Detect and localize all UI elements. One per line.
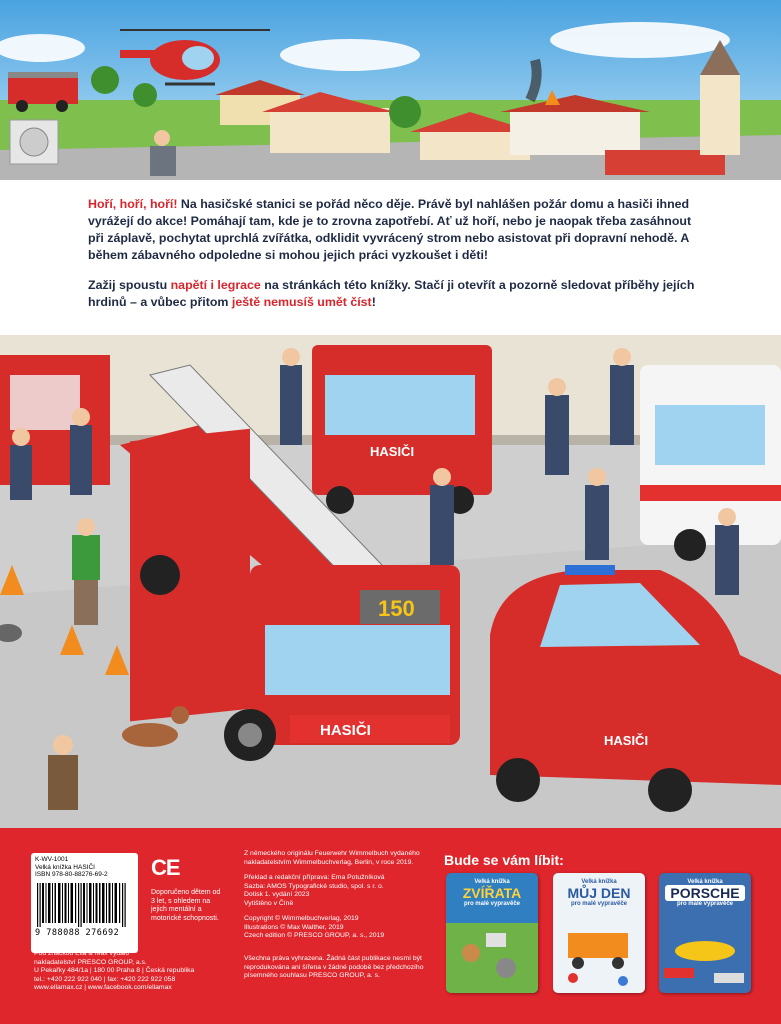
- suggested-book-zvirata[interactable]: [446, 873, 538, 993]
- publisher-phone: tel.: +420 222 922 040 | fax: +420 222 922 058: [34, 975, 176, 983]
- book-series: Velká knížka: [581, 879, 617, 885]
- publisher-address: U Pekařky 484/1a | 180 00 Praha 8 | Česká republika: [34, 967, 195, 974]
- barcode-label: [31, 853, 138, 953]
- paragraph-1-text: Na hasičské stanici se pořád něco děje. Právě byl nahlášen požár domu a hasiči ihned vyrážejí do akce! Pomáhají tam, kde je to zrovna zapotřebí. Ať už hoří, nebo je naopak třeba zasáhnout při záplavě, pochytat uprchlá zvířátka, odklidit vyvrácený strom nebo asistovat při dopravní nehodě. A během zábavného odpoledne si mohou jejich práci vyzkoušet i děti!: [88, 197, 692, 262]
- paragraph-2-text-c: !: [371, 295, 376, 309]
- book-subtitle: pro malé vypravěče: [463, 901, 521, 907]
- book-title: MŮJ DEN: [567, 885, 631, 901]
- book-subtitle: pro malé vypravěče: [570, 901, 628, 907]
- suggested-book-muj-den[interactable]: [553, 873, 645, 993]
- copyright-text: Copyright © Wimmelbuchverlag, 2019: [244, 915, 359, 922]
- description-paragraph-2: [88, 277, 698, 311]
- fire-truck-back: [312, 345, 492, 514]
- product-code: K-WV-1001: [35, 856, 69, 863]
- ean-number: 9 788088 276692: [35, 928, 120, 938]
- paragraph-2-text-b: na stránkách této knížky. Stačí ji otevřít a pozorně sledovat příběhy jejích hrdinů – a vůbec přitom: [88, 278, 695, 309]
- illustrations-copyright: Illustrations © Max Walther, 2019: [244, 923, 344, 931]
- book-description: [88, 196, 698, 324]
- product-title: Velká knížka HASIČI: [35, 863, 95, 871]
- publisher-info: [34, 950, 224, 993]
- truck-number: 150: [378, 596, 415, 621]
- book-cover-art: [553, 873, 645, 993]
- book-cover-art: [659, 873, 751, 993]
- fire-station-illustration: [0, 335, 781, 828]
- ce-mark: CE: [151, 855, 180, 880]
- book-series: Velká knížka: [687, 879, 723, 885]
- credits-origin: Z německého originálu Feuerwehr Wimmelbuch vydaného nakladatelstvím Wimmelbuchverlag, Berlin, v roce 2019.: [244, 850, 420, 866]
- town-scene: [0, 0, 781, 180]
- car-label: HASIČI: [604, 733, 649, 748]
- isbn-text: ISBN 978-80-88276-69-2: [35, 871, 108, 878]
- suggested-book-porsche[interactable]: [659, 873, 751, 993]
- publisher-web: www.ellamax.cz | www.facebook.com/ellamax: [34, 984, 172, 991]
- top-illustration: [0, 0, 781, 180]
- book-subtitle: pro malé vypravěče: [676, 901, 734, 907]
- credits: [244, 850, 424, 941]
- book-cover-art: [446, 873, 538, 993]
- book-title: PORSCHE: [665, 885, 745, 901]
- highlight-no-reading: ještě nemusíš umět číst: [231, 295, 372, 309]
- credits-printed: Vytištěno v Číně: [244, 899, 294, 907]
- czech-edition-copyright: Czech edition © PRESCO GROUP, a. s., 2019: [244, 932, 385, 939]
- book-title: ZVÍŘATA: [462, 885, 522, 901]
- rights-notice: Všechna práva vyhrazena. Žádná část publikace nesmí být reprodukována ani šířena v žádné podobě bez předchozího písemného souhlasu PRESCO GROUP, a. s.: [244, 955, 424, 979]
- credits-translation: Překlad a redakční příprava: Ema Potužníková: [244, 874, 385, 881]
- book-series: Velká knížka: [474, 879, 510, 885]
- back-truck-label: HASIČI: [370, 444, 415, 459]
- credits-edition: Dotisk 1. vydání 2023: [244, 891, 310, 898]
- highlight-fun: napětí i legrace: [170, 278, 261, 292]
- ambulance: [640, 365, 781, 561]
- suggestions-title: Bude se vám líbit:: [444, 852, 564, 868]
- back-cover-footer: [0, 828, 781, 1024]
- fire-station-scene: [0, 335, 781, 828]
- credits-typesetting: Sazba: AMOS Typografické studio, spol. s r. o.: [244, 882, 384, 890]
- publisher-line-1: Pod značkou Ella & Max vydalo: [34, 950, 130, 957]
- paragraph-2-text-a: Zažij spoustu: [88, 278, 171, 292]
- headline-exclamation: Hoří, hoří, hoří!: [88, 197, 178, 211]
- barcode-icon: [35, 883, 131, 927]
- ladder-truck-label: HASIČI: [320, 722, 371, 739]
- description-paragraph-1: [88, 196, 698, 264]
- publisher-line-2: nakladatelství PRESCO GROUP, a.s.: [34, 958, 147, 966]
- age-recommendation: Doporučeno dětem od 3 let, s ohledem na jejich mentální a motorické schopnosti.: [151, 889, 221, 922]
